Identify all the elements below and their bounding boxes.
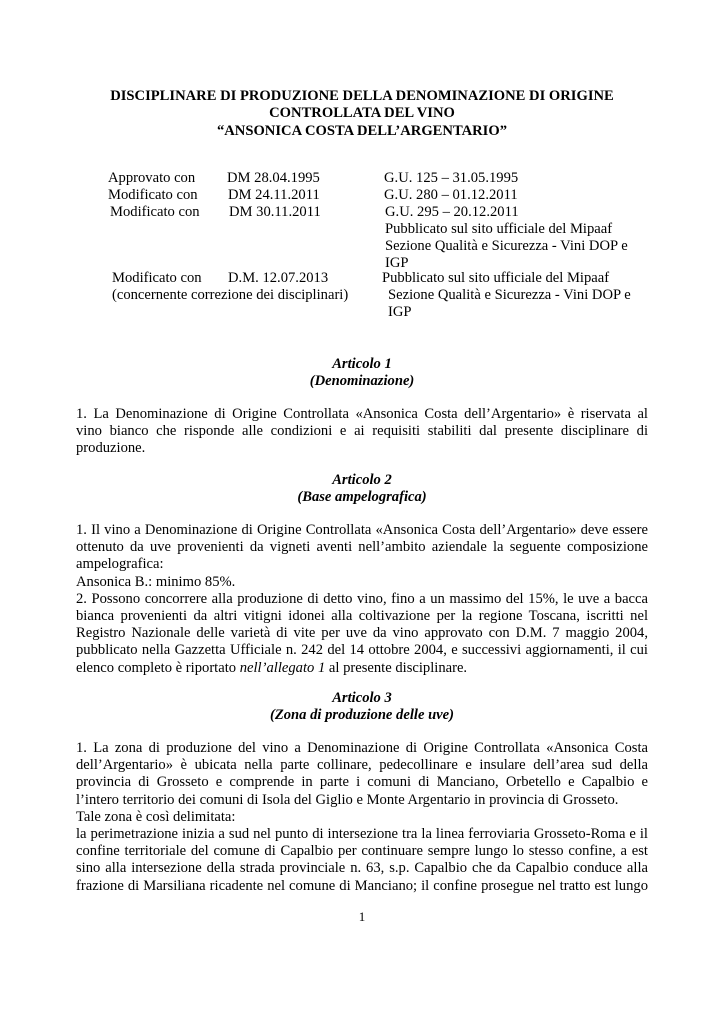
article-3-body bbox=[76, 740, 648, 895]
approval-publication: IGP bbox=[385, 255, 409, 271]
text-line: vino bianco che risponde alle condizioni e ai requisiti stabiliti dal presente disciplinare di bbox=[76, 423, 648, 440]
article-2-body bbox=[76, 522, 648, 677]
text-line: ampelografica: bbox=[76, 556, 164, 573]
text-line: Registro Nazionale delle varietà di vite per uve da vino approvato con D.M. 7 maggio 2004, bbox=[76, 625, 648, 642]
article-subtitle: (Denominazione) bbox=[309, 373, 415, 390]
approval-gazette: G.U. 295 – 20.12.2011 bbox=[385, 204, 519, 220]
text-line: 1. La zona di produzione del vino a Denominazione di Origine Controllata «Ansonica Costa bbox=[76, 740, 648, 756]
article-title: Articolo 1 bbox=[332, 356, 392, 372]
approval-note: (concernente correzione dei disciplinari) bbox=[112, 287, 349, 303]
text-line: frazione di Marsiliana ricadente nel comune di Manciano; il confine prosegue nel tratto est lungo bbox=[76, 877, 648, 894]
text-line: Tale zona è così delimitata: bbox=[76, 808, 236, 825]
text-line: 1. La Denominazione di Origine Controllata «Ansonica Costa dell’Argentario» è riservata al bbox=[76, 406, 648, 422]
text-line: confine territoriale del comune di Capalbio per continuare sempre lungo lo stesso confine, a est bbox=[76, 843, 648, 860]
text-line: la perimetrazione inizia a sud nel punto di intersezione tra la linea ferroviaria Grosseto-Roma e il bbox=[76, 826, 648, 843]
text-line: sino alla intersezione della strada provinciale n. 63, s.p. Capalbio che da Capalbio conduce alla bbox=[76, 860, 648, 877]
text-fragment: al presente disciplinare. bbox=[325, 659, 468, 676]
approval-publication: Sezione Qualità e Sicurezza - Vini DOP e bbox=[385, 238, 628, 254]
approval-label: Modificato con bbox=[110, 204, 200, 220]
approval-decree: DM 24.11.2011 bbox=[228, 187, 320, 203]
text-line: 1. Il vino a Denominazione di Origine Controllata «Ansonica Costa dell’Argentario» deve essere bbox=[76, 522, 648, 538]
approval-publication: IGP bbox=[388, 304, 412, 320]
approval-decree: DM 30.11.2011 bbox=[229, 204, 321, 220]
text-line: Ansonica B.: minimo 85%. bbox=[76, 573, 236, 590]
document-title bbox=[76, 88, 648, 140]
text-line: 2. Possono concorrere alla produzione di detto vino, fino a un massimo del 15%, le uve a bacca bbox=[76, 590, 648, 607]
article-title: Articolo 2 bbox=[332, 472, 392, 488]
text-line bbox=[76, 660, 648, 677]
text-line: produzione. bbox=[76, 440, 146, 457]
article-1-body bbox=[76, 406, 648, 458]
text-line: l’intero territorio dei comuni di Isola del Giglio e Monte Argentario in provincia di Grosseto. bbox=[76, 791, 619, 808]
approval-publication: Pubblicato sul sito ufficiale del Mipaaf bbox=[385, 221, 613, 237]
article-2-heading bbox=[76, 472, 648, 507]
text-fragment: elenco completo è riportato bbox=[76, 659, 240, 676]
article-1-heading bbox=[76, 356, 648, 391]
approval-decree: DM 28.04.1995 bbox=[227, 170, 320, 186]
article-3-heading bbox=[76, 690, 648, 725]
approval-label: Approvato con bbox=[108, 170, 196, 186]
text-line: ottenuto da uve provenienti da vigneti aventi nell’ambito aziendale la seguente composizione bbox=[76, 539, 648, 556]
annex-reference: nell’allegato 1 bbox=[239, 659, 326, 676]
text-line: dell’Argentario» è ubicata nella parte collinare, pedecollinare e insulare dell’area sud della bbox=[76, 757, 648, 774]
text-line: bianca provenienti da altri vitigni idonei alla coltivazione per la regione Toscana, iscritti nel bbox=[76, 608, 648, 625]
text-line: provincia di Grosseto e comprende in parte i comuni di Manciano, Orbetello e Capalbio e bbox=[76, 774, 648, 791]
title-line-3: “ANSONICA COSTA DELL’ARGENTARIO” bbox=[216, 122, 508, 139]
page-number: 1 bbox=[358, 909, 366, 924]
title-line-1: DISCIPLINARE DI PRODUZIONE DELLA DENOMINAZIONE DI ORIGINE bbox=[110, 88, 614, 104]
article-subtitle: (Zona di produzione delle uve) bbox=[269, 707, 455, 724]
approval-label: Modificato con bbox=[112, 270, 202, 286]
approval-label: Modificato con bbox=[108, 187, 198, 203]
approval-decree: D.M. 12.07.2013 bbox=[228, 270, 329, 286]
article-title: Articolo 3 bbox=[332, 690, 392, 706]
approval-gazette: G.U. 125 – 31.05.1995 bbox=[384, 170, 519, 186]
title-line-2: CONTROLLATA DEL VINO bbox=[269, 105, 455, 122]
approval-publication: Pubblicato sul sito ufficiale del Mipaaf bbox=[382, 270, 610, 286]
text-line: pubblicato nella Gazzetta Ufficiale n. 242 del 14 ottobre 2004, e successivi aggiornamenti, il cui bbox=[76, 642, 648, 659]
approval-publication: Sezione Qualità e Sicurezza - Vini DOP e bbox=[388, 287, 631, 303]
article-subtitle: (Base ampelografica) bbox=[297, 489, 427, 506]
approval-gazette: G.U. 280 – 01.12.2011 bbox=[384, 187, 518, 203]
